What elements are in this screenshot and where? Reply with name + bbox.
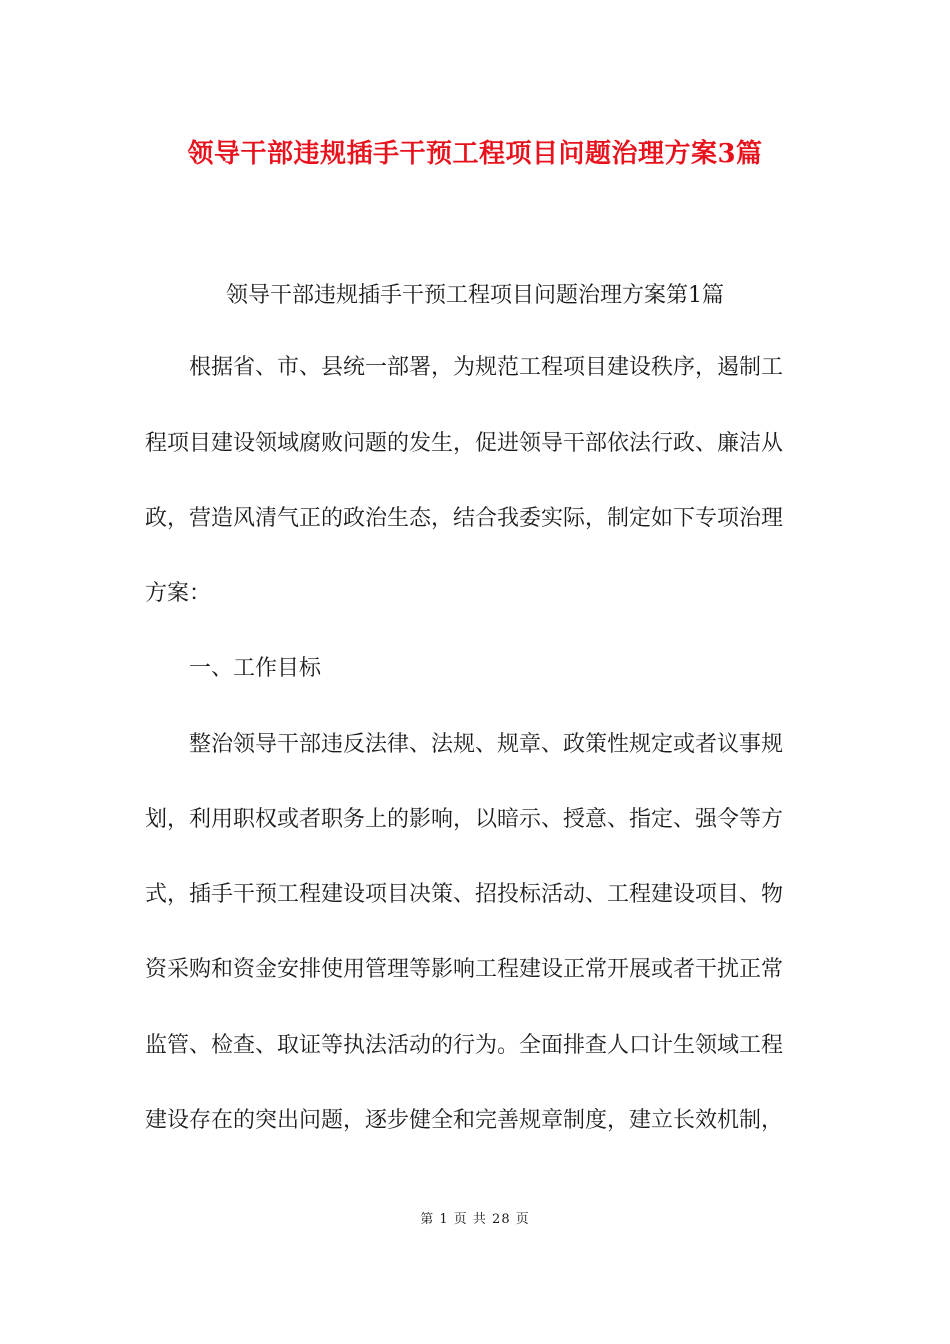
paragraph-line: 方案： xyxy=(145,581,212,606)
paragraph-line: 政，营造风清气正的政治生态，结合我委实际，制定如下专项治理 xyxy=(145,506,784,531)
paragraph-line: 整治领导干部违反法律、法规、规章、政策性规定或者议事规 xyxy=(189,732,784,757)
paragraph-line: 建设存在的突出问题，逐步健全和完善规章制度，建立长效机制， xyxy=(145,1108,784,1133)
document-title: 领导干部违规插手干预工程项目问题治理方案3篇 xyxy=(187,139,763,169)
subheading-work-goals: 一、工作目标 xyxy=(189,656,322,681)
paragraph-line: 程项目建设领域腐败问题的发生，促进领导干部依法行政、廉洁从 xyxy=(145,431,784,456)
paragraph-line: 划，利用职权或者职务上的影响，以暗示、授意、指定、强令等方 xyxy=(145,807,784,832)
paragraph-line: 根据省、市、县统一部署，为规范工程项目建设秩序，遏制工 xyxy=(189,355,784,380)
paragraph-line: 资采购和资金安排使用管理等影响工程建设正常开展或者干扰正常 xyxy=(145,957,784,982)
page-footer: 第 1 页 共 28 页 xyxy=(420,1212,530,1227)
section-heading: 领导干部违规插手干预工程项目问题治理方案第1篇 xyxy=(226,283,724,308)
paragraph-line: 式，插手干预工程建设项目决策、招投标活动、工程建设项目、物 xyxy=(145,882,784,907)
paragraph-line: 监管、检查、取证等执法活动的行为。全面排查人口计生领域工程 xyxy=(145,1033,784,1058)
